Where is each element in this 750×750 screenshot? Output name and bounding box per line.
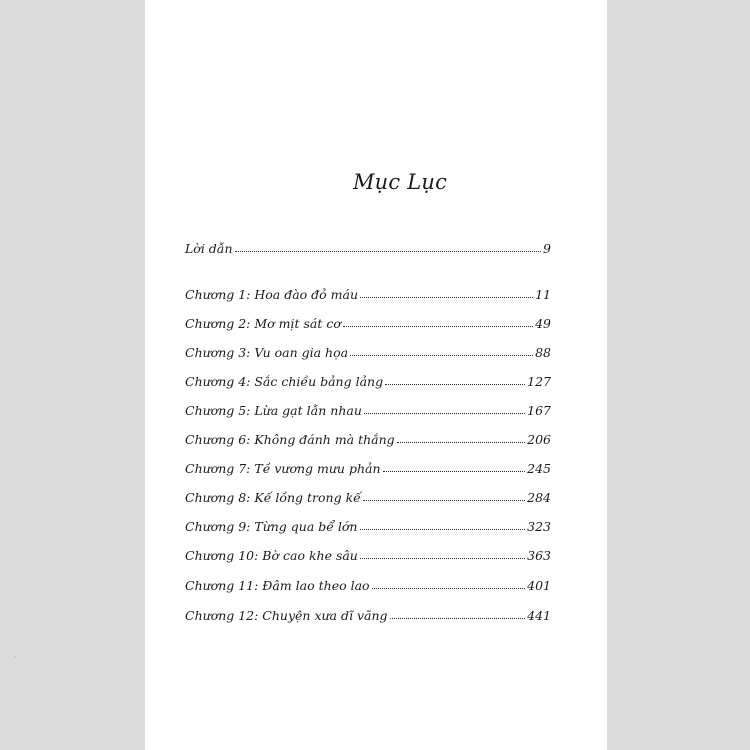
dot-leader <box>397 441 525 443</box>
toc-entry-label: Chương 8: Kế lồng trong kế <box>185 490 361 505</box>
toc-entry-page: 441 <box>527 608 551 623</box>
toc-entry-page: 9 <box>543 241 551 256</box>
toc-entry-page: 88 <box>535 345 551 360</box>
toc-entry-chapter-1[interactable] <box>185 282 551 302</box>
dot-leader <box>364 412 525 414</box>
toc-entry-page: 401 <box>527 578 551 593</box>
dot-leader <box>350 354 533 356</box>
toc-entry-page: 127 <box>527 374 551 389</box>
toc-entry-page: 167 <box>527 403 551 418</box>
toc-entry-page: 49 <box>535 316 551 331</box>
toc-entry-page: 11 <box>535 287 551 302</box>
toc-entry-label: Chương 2: Mơ mịt sát cơ <box>185 316 341 331</box>
toc-entry-label: Chương 10: Bờ cao khe sâu <box>185 548 358 563</box>
toc-entry-chapter-10[interactable] <box>185 543 551 563</box>
book-page <box>145 0 607 750</box>
toc-entry-chapter-12[interactable] <box>185 603 551 623</box>
scan-speck <box>14 656 16 658</box>
toc-entry-chapter-9[interactable] <box>185 514 551 534</box>
toc-entry-label: Chương 4: Sắc chiều bảng lảng <box>185 374 384 389</box>
toc-entry-label: Chương 9: Từng qua bể lớn <box>185 519 358 534</box>
toc-entry-page: 206 <box>527 432 551 447</box>
toc-entry-chapter-11[interactable] <box>185 573 551 593</box>
toc-entry-page: 363 <box>527 548 551 563</box>
toc-entry-label: Chương 6: Không đánh mà thắng <box>185 432 395 447</box>
dot-leader <box>363 499 525 501</box>
dot-leader <box>385 383 525 385</box>
toc-entry-preface[interactable] <box>185 236 551 256</box>
toc-entry-chapter-4[interactable] <box>185 369 551 389</box>
toc-entry-label: Chương 1: Hoa đào đỏ máu <box>185 287 359 302</box>
toc-entry-chapter-5[interactable] <box>185 398 551 418</box>
toc-entry-chapter-2[interactable] <box>185 311 551 331</box>
toc-entry-label: Chương 11: Đâm lao theo lao <box>185 578 370 593</box>
toc-entry-label: Lời dẫn <box>185 241 233 256</box>
toc-entry-label: Chương 12: Chuyện xưa dĩ vãng <box>185 608 388 623</box>
toc-entry-page: 284 <box>527 490 551 505</box>
toc-entry-chapter-8[interactable] <box>185 485 551 505</box>
dot-leader <box>383 470 526 472</box>
toc-entry-label: Chương 7: Tề vương mưu phản <box>185 461 381 476</box>
dot-leader <box>360 296 533 298</box>
dot-leader <box>235 250 542 252</box>
toc-entry-chapter-6[interactable] <box>185 427 551 447</box>
dot-leader <box>360 557 525 559</box>
toc-entry-label: Chương 5: Lừa gạt lẫn nhau <box>185 403 362 418</box>
dot-leader <box>360 528 526 530</box>
toc-entry-page: 323 <box>527 519 551 534</box>
page-title: Mục Lục <box>352 170 448 194</box>
dot-leader <box>372 587 526 589</box>
toc-entry-chapter-7[interactable] <box>185 456 551 476</box>
dot-leader <box>343 325 533 327</box>
toc-entry-page: 245 <box>527 461 551 476</box>
toc-entry-chapter-3[interactable] <box>185 340 551 360</box>
toc-entry-label: Chương 3: Vu oan gia họa <box>185 345 349 360</box>
dot-leader <box>390 617 526 619</box>
